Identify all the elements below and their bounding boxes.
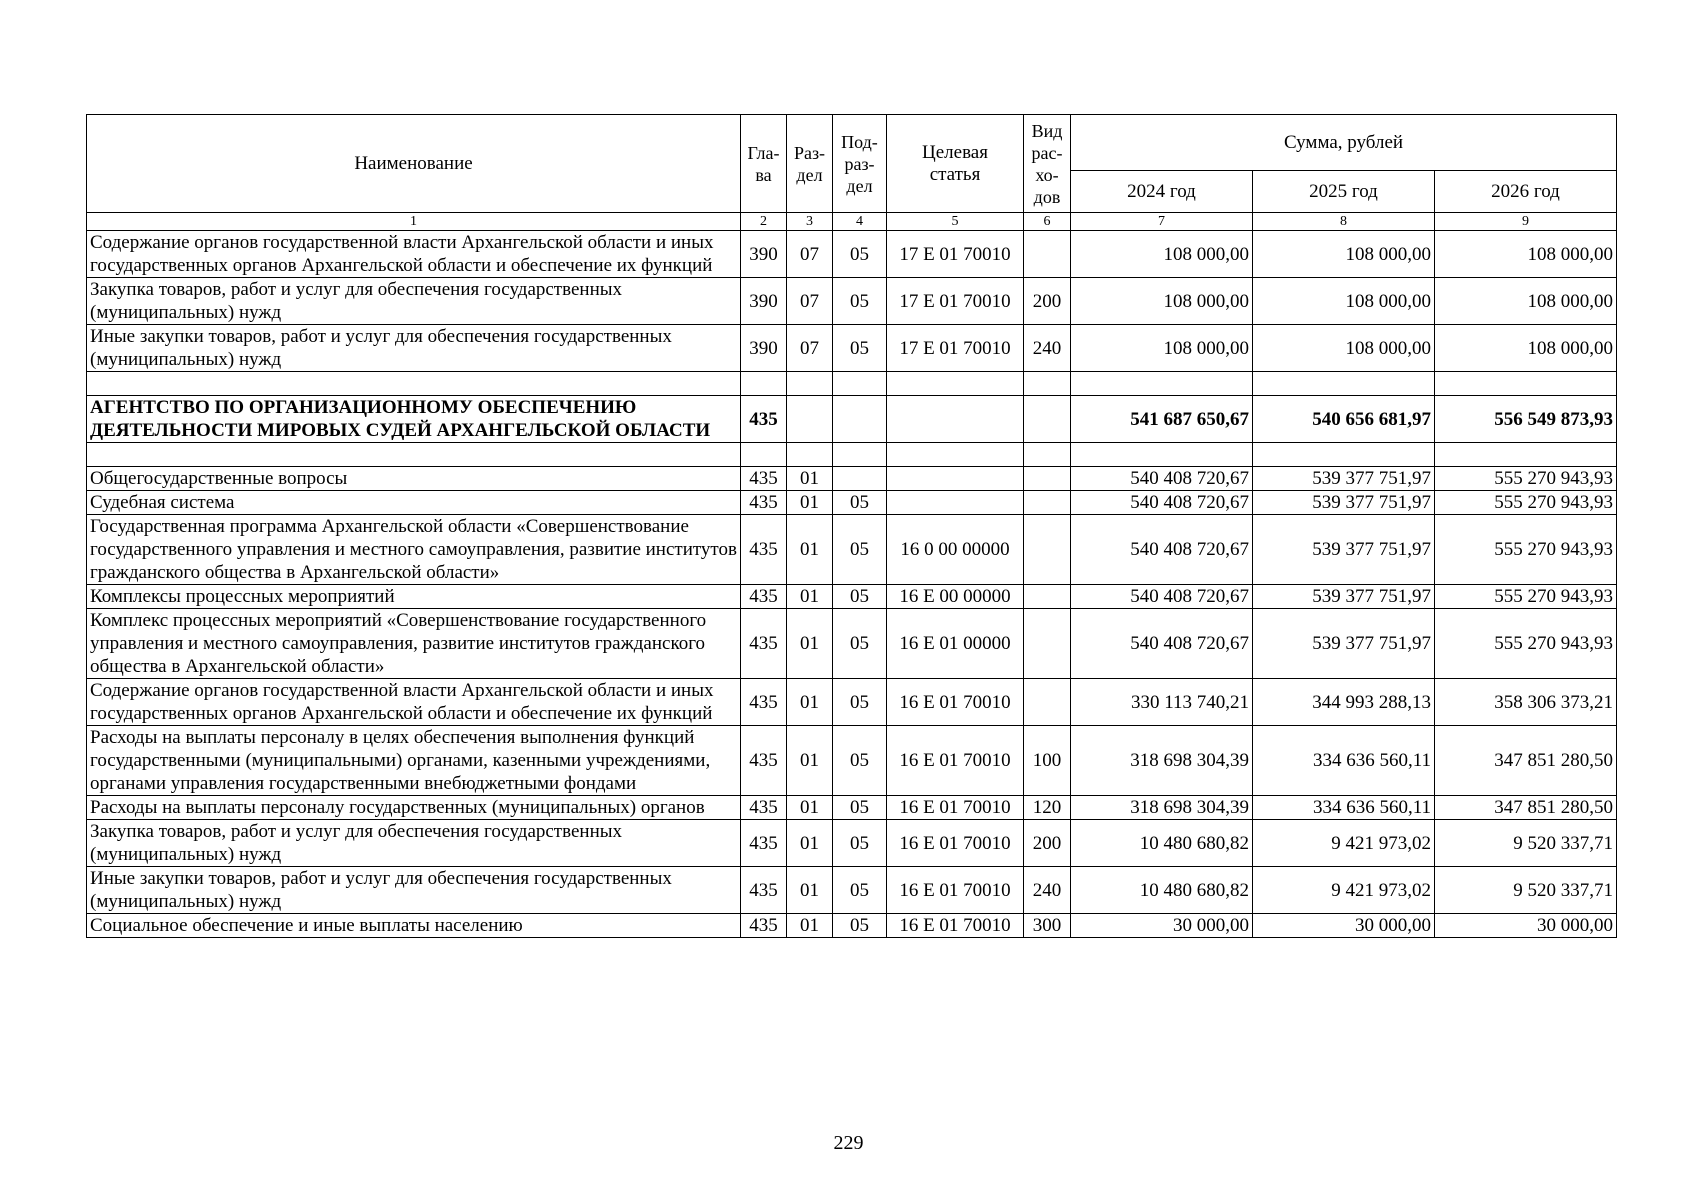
row-amount-2025: 334 636 560,11: [1253, 726, 1435, 796]
row-amount-2025: 539 377 751,97: [1253, 467, 1435, 491]
row-celevaya: [887, 443, 1024, 467]
row-amount-2024: [1071, 372, 1253, 396]
row-amount-2024: 540 408 720,67: [1071, 585, 1253, 609]
row-name: Иные закупки товаров, работ и услуг для обеспечения государственных (муниципальных) нужд: [87, 325, 741, 372]
column-number-row: [87, 213, 1617, 231]
row-vid: [1024, 679, 1071, 726]
row-amount-2024: 10 480 680,82: [1071, 820, 1253, 867]
column-number: 6: [1024, 213, 1071, 231]
row-vid: [1024, 372, 1071, 396]
row-amount-2025: 108 000,00: [1253, 325, 1435, 372]
table-row: [87, 679, 1617, 726]
row-name: [87, 443, 741, 467]
row-amount-2024: 540 408 720,67: [1071, 515, 1253, 585]
row-amount-2024: 318 698 304,39: [1071, 726, 1253, 796]
table-row: [87, 491, 1617, 515]
row-razdel: 01: [787, 679, 833, 726]
row-amount-2025: 334 636 560,11: [1253, 796, 1435, 820]
table-row: [87, 585, 1617, 609]
row-razdel: 01: [787, 820, 833, 867]
row-amount-2024: 108 000,00: [1071, 231, 1253, 278]
header-glava: [741, 115, 787, 213]
row-amount-2026: 108 000,00: [1435, 325, 1617, 372]
row-celevaya: 16 Е 01 70010: [887, 914, 1024, 938]
row-amount-2026: 555 270 943,93: [1435, 515, 1617, 585]
row-name: Комплексы процессных мероприятий: [87, 585, 741, 609]
row-amount-2025: 9 421 973,02: [1253, 867, 1435, 914]
row-celevaya: 16 Е 00 00000: [887, 585, 1024, 609]
row-name: Судебная система: [87, 491, 741, 515]
header-vid: [1024, 115, 1071, 213]
row-amount-2024: 540 408 720,67: [1071, 609, 1253, 679]
row-glava: [741, 443, 787, 467]
row-amount-2025: 539 377 751,97: [1253, 585, 1435, 609]
row-celevaya: 16 Е 01 00000: [887, 609, 1024, 679]
table-row: [87, 820, 1617, 867]
row-razdel: [787, 443, 833, 467]
row-podrazdel: 05: [833, 820, 887, 867]
row-podrazdel: 05: [833, 231, 887, 278]
budget-table: [86, 114, 1617, 938]
row-vid: [1024, 585, 1071, 609]
row-podrazdel: [833, 467, 887, 491]
row-razdel: 01: [787, 515, 833, 585]
row-name: Закупка товаров, работ и услуг для обеспечения государственных (муниципальных) нужд: [87, 820, 741, 867]
row-amount-2025: [1253, 443, 1435, 467]
row-podrazdel: 05: [833, 491, 887, 515]
row-glava: 435: [741, 585, 787, 609]
row-amount-2026: 555 270 943,93: [1435, 609, 1617, 679]
row-amount-2025: 540 656 681,97: [1253, 396, 1435, 443]
row-amount-2025: 9 421 973,02: [1253, 820, 1435, 867]
row-name: Содержание органов государственной власти Архангельской области и иных государственных органов Архангельской области и обеспечение их функций: [87, 231, 741, 278]
row-celevaya: 17 Е 01 70010: [887, 278, 1024, 325]
row-amount-2026: 30 000,00: [1435, 914, 1617, 938]
header-year-2025: 2025 год: [1253, 171, 1435, 213]
row-vid: 300: [1024, 914, 1071, 938]
header-summa: Сумма, рублей: [1071, 115, 1617, 171]
row-podrazdel: 05: [833, 914, 887, 938]
row-podrazdel: [833, 372, 887, 396]
row-amount-2024: 108 000,00: [1071, 278, 1253, 325]
page-number: 229: [833, 1132, 864, 1154]
row-vid: [1024, 467, 1071, 491]
header-razdel: [787, 115, 833, 213]
table-row: [87, 467, 1617, 491]
row-amount-2025: 539 377 751,97: [1253, 491, 1435, 515]
row-amount-2025: 344 993 288,13: [1253, 679, 1435, 726]
row-amount-2024: 318 698 304,39: [1071, 796, 1253, 820]
column-number: 7: [1071, 213, 1253, 231]
row-amount-2025: [1253, 372, 1435, 396]
row-amount-2026: 556 549 873,93: [1435, 396, 1617, 443]
row-celevaya: 16 Е 01 70010: [887, 679, 1024, 726]
header-name: Наименование: [87, 115, 741, 213]
header-year-2026: 2026 год: [1435, 171, 1617, 213]
row-glava: 435: [741, 914, 787, 938]
row-amount-2026: 555 270 943,93: [1435, 585, 1617, 609]
row-amount-2025: 539 377 751,97: [1253, 515, 1435, 585]
row-podrazdel: [833, 443, 887, 467]
row-glava: 435: [741, 396, 787, 443]
row-podrazdel: 05: [833, 867, 887, 914]
row-name: Комплекс процессных мероприятий «Совершенствование государственного управления и местного самоуправления, развитие институтов гражданского общества в Архангельской области»: [87, 609, 741, 679]
row-glava: 390: [741, 325, 787, 372]
row-celevaya: [887, 491, 1024, 515]
row-amount-2026: 555 270 943,93: [1435, 467, 1617, 491]
row-name: Закупка товаров, работ и услуг для обеспечения государственных (муниципальных) нужд: [87, 278, 741, 325]
column-number: 9: [1435, 213, 1617, 231]
row-vid: 200: [1024, 820, 1071, 867]
row-amount-2025: 539 377 751,97: [1253, 609, 1435, 679]
row-glava: 435: [741, 820, 787, 867]
row-podrazdel: 05: [833, 679, 887, 726]
row-podrazdel: 05: [833, 278, 887, 325]
row-amount-2026: 108 000,00: [1435, 231, 1617, 278]
row-glava: 435: [741, 515, 787, 585]
row-razdel: 01: [787, 796, 833, 820]
row-razdel: 01: [787, 867, 833, 914]
row-razdel: 01: [787, 609, 833, 679]
row-podrazdel: 05: [833, 585, 887, 609]
row-glava: 435: [741, 867, 787, 914]
table-row: [87, 609, 1617, 679]
row-glava: [741, 372, 787, 396]
row-vid: [1024, 443, 1071, 467]
row-vid: 240: [1024, 867, 1071, 914]
row-razdel: [787, 396, 833, 443]
row-razdel: 07: [787, 278, 833, 325]
row-name: Государственная программа Архангельской области «Совершенствование государственного управления и местного самоуправления, развитие институтов гражданского общества в Архангельской области»: [87, 515, 741, 585]
row-vid: 100: [1024, 726, 1071, 796]
row-amount-2026: [1435, 372, 1617, 396]
row-glava: 435: [741, 796, 787, 820]
row-amount-2026: 347 851 280,50: [1435, 726, 1617, 796]
row-vid: 120: [1024, 796, 1071, 820]
row-amount-2024: 540 408 720,67: [1071, 491, 1253, 515]
row-amount-2024: 30 000,00: [1071, 914, 1253, 938]
row-celevaya: 16 Е 01 70010: [887, 726, 1024, 796]
row-podrazdel: 05: [833, 609, 887, 679]
row-razdel: [787, 372, 833, 396]
column-number: 3: [787, 213, 833, 231]
spacer-row: [87, 443, 1617, 467]
row-podrazdel: [833, 396, 887, 443]
row-glava: 435: [741, 491, 787, 515]
header-podrazdel: [833, 115, 887, 213]
row-name: Социальное обеспечение и иные выплаты населению: [87, 914, 741, 938]
column-number: 1: [87, 213, 741, 231]
column-number: 4: [833, 213, 887, 231]
row-celevaya: [887, 396, 1024, 443]
row-amount-2024: [1071, 443, 1253, 467]
table-row: [87, 515, 1617, 585]
row-razdel: 01: [787, 467, 833, 491]
row-vid: 240: [1024, 325, 1071, 372]
row-celevaya: 16 Е 01 70010: [887, 867, 1024, 914]
header-celevaya-text: Целевая статья: [922, 141, 988, 185]
table-row: [87, 278, 1617, 325]
row-podrazdel: 05: [833, 726, 887, 796]
row-amount-2024: 540 408 720,67: [1071, 467, 1253, 491]
table-row: [87, 867, 1617, 914]
row-podrazdel: 05: [833, 325, 887, 372]
row-celevaya: 17 Е 01 70010: [887, 231, 1024, 278]
row-celevaya: 16 0 00 00000: [887, 515, 1024, 585]
row-amount-2026: 108 000,00: [1435, 278, 1617, 325]
row-razdel: 01: [787, 726, 833, 796]
row-amount-2026: [1435, 443, 1617, 467]
row-vid: [1024, 609, 1071, 679]
row-glava: 390: [741, 231, 787, 278]
row-amount-2026: 555 270 943,93: [1435, 491, 1617, 515]
row-amount-2024: 330 113 740,21: [1071, 679, 1253, 726]
header-celevaya: [887, 115, 1024, 213]
row-glava: 435: [741, 679, 787, 726]
row-vid: [1024, 396, 1071, 443]
row-amount-2026: 347 851 280,50: [1435, 796, 1617, 820]
table-row: [87, 325, 1617, 372]
row-name: Расходы на выплаты персоналу в целях обеспечения выполнения функций государственными (муниципальными) органами, казенными учреждениями, органами управления государственными внебюджетными фондами: [87, 726, 741, 796]
row-celevaya: 17 Е 01 70010: [887, 325, 1024, 372]
row-razdel: 07: [787, 231, 833, 278]
row-vid: [1024, 491, 1071, 515]
row-amount-2025: 108 000,00: [1253, 231, 1435, 278]
header-podrazdel-text: Под- раз- дел: [841, 131, 878, 196]
header-vid-text: Вид рас- хо- дов: [1031, 120, 1063, 207]
row-name: [87, 372, 741, 396]
row-name: Общегосударственные вопросы: [87, 467, 741, 491]
row-amount-2026: 9 520 337,71: [1435, 867, 1617, 914]
row-amount-2024: 541 687 650,67: [1071, 396, 1253, 443]
column-number: 8: [1253, 213, 1435, 231]
row-glava: 390: [741, 278, 787, 325]
row-vid: [1024, 515, 1071, 585]
row-amount-2025: 108 000,00: [1253, 278, 1435, 325]
header-razdel-text: Раз- дел: [793, 142, 826, 185]
column-number: 2: [741, 213, 787, 231]
column-number: 5: [887, 213, 1024, 231]
table-row: [87, 231, 1617, 278]
row-podrazdel: 05: [833, 796, 887, 820]
row-celevaya: 16 Е 01 70010: [887, 820, 1024, 867]
spacer-row: [87, 372, 1617, 396]
table-row: [87, 914, 1617, 938]
row-amount-2026: 9 520 337,71: [1435, 820, 1617, 867]
table-row: [87, 796, 1617, 820]
header-year-2024: 2024 год: [1071, 171, 1253, 213]
row-razdel: 01: [787, 914, 833, 938]
row-glava: 435: [741, 609, 787, 679]
table-row: [87, 396, 1617, 443]
row-amount-2026: 358 306 373,21: [1435, 679, 1617, 726]
row-amount-2025: 30 000,00: [1253, 914, 1435, 938]
row-podrazdel: 05: [833, 515, 887, 585]
row-glava: 435: [741, 726, 787, 796]
row-name: Расходы на выплаты персоналу государственных (муниципальных) органов: [87, 796, 741, 820]
row-amount-2024: 108 000,00: [1071, 325, 1253, 372]
row-celevaya: 16 Е 01 70010: [887, 796, 1024, 820]
row-razdel: 01: [787, 491, 833, 515]
row-name: Иные закупки товаров, работ и услуг для обеспечения государственных (муниципальных) нужд: [87, 867, 741, 914]
row-celevaya: [887, 372, 1024, 396]
header-glava-text: Гла- ва: [747, 142, 780, 185]
row-glava: 435: [741, 467, 787, 491]
row-razdel: 01: [787, 585, 833, 609]
row-amount-2024: 10 480 680,82: [1071, 867, 1253, 914]
row-vid: [1024, 231, 1071, 278]
table-body: [87, 231, 1617, 938]
row-razdel: 07: [787, 325, 833, 372]
row-celevaya: [887, 467, 1024, 491]
row-name: Содержание органов государственной власти Архангельской области и иных государственных органов Архангельской области и обеспечение их функций: [87, 679, 741, 726]
row-vid: 200: [1024, 278, 1071, 325]
table-row: [87, 726, 1617, 796]
row-name: АГЕНТСТВО ПО ОРГАНИЗАЦИОННОМУ ОБЕСПЕЧЕНИЮ ДЕЯТЕЛЬНОСТИ МИРОВЫХ СУДЕЙ АРХАНГЕЛЬСКОЙ ОБЛАСТИ: [87, 396, 741, 443]
